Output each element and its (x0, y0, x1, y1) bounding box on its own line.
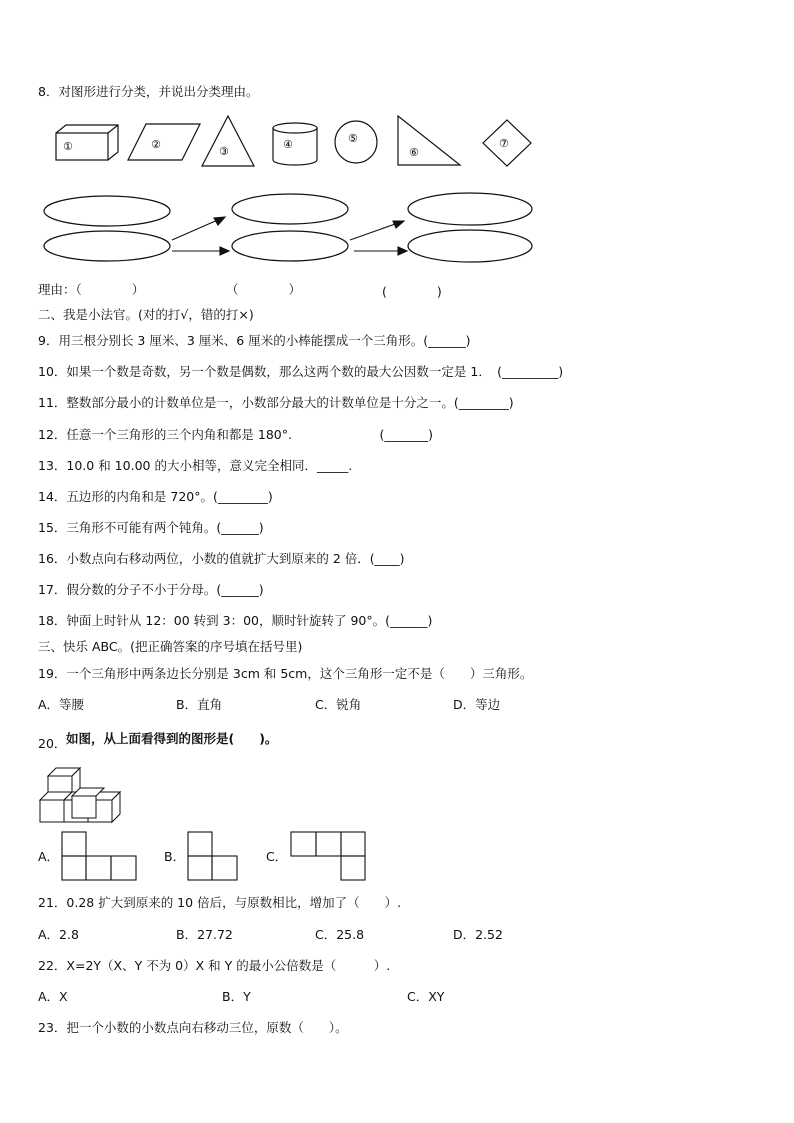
parallelogram-shape (128, 124, 200, 160)
cylinder-shape (273, 123, 317, 165)
shape-label-4: ④ (283, 138, 293, 151)
q20-option-a: A． (38, 849, 60, 864)
q21-option-c: C．25.8 (315, 927, 365, 942)
q21: 21．0.28 扩大到原来的 10 倍后，与原数相比，增加了（ ）. (38, 895, 402, 910)
q19-option-d: D．等边 (453, 697, 501, 712)
right-triangle-shape (398, 116, 460, 165)
option-b-grid (188, 832, 237, 880)
reason-1: 理由：（ ） (38, 282, 145, 297)
q22-option-b: B．Y (222, 989, 251, 1004)
option-a-grid (62, 832, 136, 880)
q22-option-a: A．X (38, 989, 68, 1004)
q19-option-b: B．直角 (176, 697, 223, 712)
q21-option-a: A．2.8 (38, 927, 79, 942)
reason-3: ( ) (382, 284, 442, 299)
reason-2: （ ） (226, 282, 302, 297)
q21-option-b: B．27.72 (176, 927, 233, 942)
class-ellipse-4 (232, 231, 348, 261)
q19-option-c: C．锐角 (315, 697, 362, 712)
shape-label-1: ① (63, 140, 73, 153)
shape-label-2: ② (151, 138, 161, 151)
q21-option-d: D．2.52 (453, 927, 503, 942)
class-ellipse-1 (44, 196, 170, 226)
q10: 10．如果一个数是奇数，另一个数是偶数，那么这两个数的最大公因数一定是 1． (_________) (38, 364, 564, 379)
q17: 17．假分数的分子不小于分母。(______) (38, 582, 264, 597)
q14: 14．五边形的内角和是 720°。(________) (38, 489, 273, 504)
shape-label-6: ⑥ (409, 146, 419, 159)
q23: 23．把一个小数的小数点向右移动三位，原数（ ）。 (38, 1020, 348, 1035)
class-ellipse-3 (232, 194, 348, 224)
class-ellipse-2 (44, 231, 170, 261)
triangle-shape (202, 116, 254, 166)
shape-label-5: ⑤ (348, 132, 358, 145)
q8-title: 8．对图形进行分类，并说出分类理由。 (38, 84, 259, 99)
q20-number: 20． (38, 736, 67, 751)
q20-text: 如图，从上面看得到的图形是( )。 (66, 731, 278, 746)
q19-option-a: A．等腰 (38, 697, 85, 712)
q11: 11．整数部分最小的计数单位是一，小数部分最大的计数单位是十分之一。(________) (38, 395, 514, 410)
shape-label-7: ⑦ (499, 137, 509, 150)
q22: 22．X=2Y（X、Y 不为 0）X 和 Y 的最小公倍数是（ ）. (38, 958, 391, 973)
q8-figure (0, 0, 794, 300)
class-ellipse-6 (408, 230, 532, 262)
arrow-1 (172, 219, 220, 240)
q16: 16．小数点向右移动两位，小数的值就扩大到原来的 2 倍．(____) (38, 551, 405, 566)
cube-stack (40, 768, 120, 822)
class-ellipse-5 (408, 193, 532, 225)
q19: 19．一个三角形中两条边长分别是 3cm 和 5cm，这个三角形一定不是（ ）三角形。 (38, 666, 533, 681)
q9: 9．用三根分别长 3 厘米、3 厘米、6 厘米的小棒能摆成一个三角形。(______) (38, 333, 471, 348)
q20-option-c: C． (266, 849, 288, 864)
q18: 18．钟面上时针从 12：00 转到 3：00，顺时针旋转了 90°。(______) (38, 613, 433, 628)
section3-heading: 三、快乐 ABC。(把正确答案的序号填在括号里) (38, 639, 303, 654)
q20-option-b: B． (164, 849, 186, 864)
arrow-3 (350, 223, 398, 240)
q22-option-c: C．XY (407, 989, 445, 1004)
q12: 12．任意一个三角形的三个内角和都是 180°. (_______) (38, 427, 433, 442)
q13: 13．10.0 和 10.00 的大小相等，意义完全相同．_____. (38, 458, 353, 473)
q15: 15．三角形不可能有两个钝角。(______) (38, 520, 264, 535)
section2-heading: 二、我是小法官。(对的打√，错的打×) (38, 307, 254, 322)
shape-label-3: ③ (219, 145, 229, 158)
option-c-grid (291, 832, 365, 880)
